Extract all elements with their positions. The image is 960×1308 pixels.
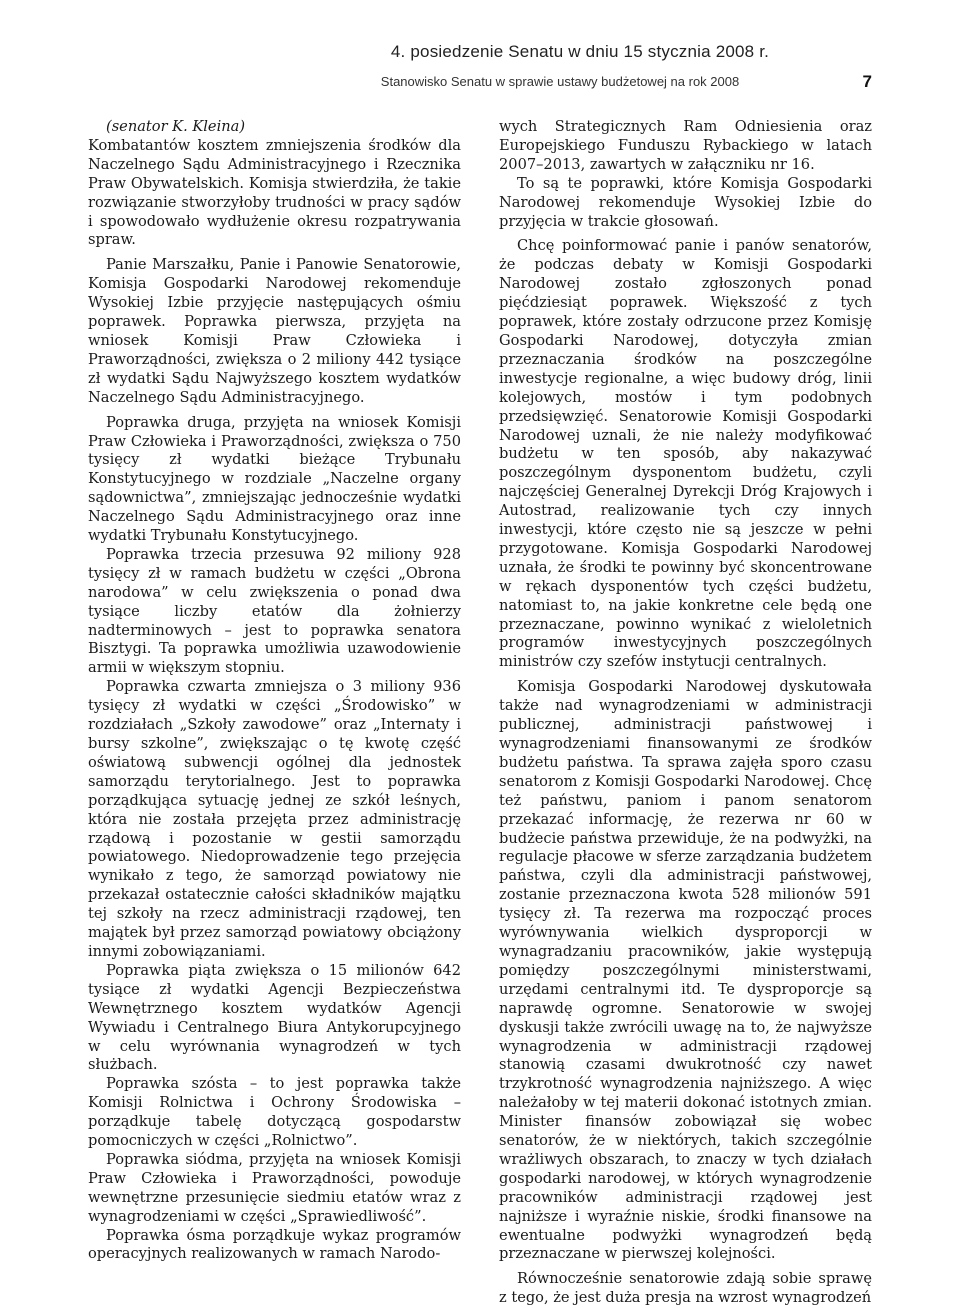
paragraph: Poprawka ósma porządkuje wykaz programów operacyjnych realizowanych w ramach Narodo- (88, 1226, 461, 1263)
sitting-title: 4. posiedzenie Senatu w dniu 15 stycznia 2008 r. (390, 42, 770, 61)
paragraph: wych Strategicznych Ram Odniesienia oraz Europejskiego Funduszu Rybackiego w latach 2007–2013, zawartych w załączniku nr 16. (499, 118, 872, 173)
left-column (88, 118, 461, 1264)
page-number: 7 (862, 72, 872, 91)
paragraph: Poprawka trzecia przesuwa 92 miliony 928 tysięcy zł w ramach budżetu w części „Obrona narodowa” w celu zwiększenia o ponad dwa tysiące liczby etatów dla żołnierzy nadterminowych – jest to poprawka senatora Bisztygi. Ta poprawka umożliwia uzawodowienie armii w większym stopniu. (88, 545, 461, 677)
paragraph: Poprawka czwarta zmniejsza o 3 miliony 936 tysięcy zł wydatki w części „Środowisko” w rozdziałach „Szkoły zawodowe” oraz „Internaty i bursy szkolne”, zwiększając o tę kwotę część oświatową subwencji ogólnej dla jednostek samorządu terytorialnego. Jest to poprawka porządkująca sytuację jednej ze szkół leśnych, która nie została przejęta przez administrację rządową i pozostanie w gestii samorządu powiatowego. Niedoprowadzenie tego przejęcia wynikało z tego, że samorząd powiatowy nie przekazał ostatecznie całości składników majątku tej szkoły na rzecz administracji rządowej, ten majątek był przez samorząd powiatowy obciążony innymi zobowiązaniami. (88, 678, 461, 960)
paragraph: Poprawka siódma, przyjęta na wniosek Komisji Praw Człowieka i Praworządności, powoduje wewnętrzne przesunięcie siedmiu etatów wraz z wynagrodzeniami w części „Sprawiedliwość”. (88, 1150, 461, 1225)
section-subtitle: Stanowisko Senatu w sprawie ustawy budżetowej na rok 2008 (380, 74, 740, 89)
right-column (499, 118, 872, 1308)
paragraph: Równocześnie senatorowie zdają sobie sprawę z tego, że jest duża presja na wzrost wynagrodzeń (499, 1270, 872, 1307)
paragraph: Kombatantów kosztem zmniejszenia środków dla Naczelnego Sądu Administracyjnego i Rzecznika Praw Obywatelskich. Komisja stwierdziła, że takie rozwiązanie stworzyłoby trudności w pracy sądów i spowodowało wydłużenie okresu rozpatrywania spraw. (88, 136, 461, 249)
paragraph: Komisja Gospodarki Narodowej dyskutowała także nad wynagrodzeniami w administracji publicznej, administracji państwowej i wynagrodzeniami finansowanymi ze środków budżetu państwa. Ta sprawa zajęła sporo czasu senatorom z Komisji Gospodarki Narodowej. Chcę też państwu, paniom i panom senatorom przekazać informację, że rezerwa nr 60 w budżecie państwa przewiduje, że na podwyżki, na regulacje płacowe w sferze zarządzania budżetem państwa, czyli dla administracji państwowej, zostanie przeznaczona kwota 528 milionów 591 tysięcy zł. Ta rezerwa ma rozpocząć proces wyrównywania wielkich dysproporcji w wynagradzaniu pracowników, jakie występują pomiędzy poszczególnymi ministerstwami, urzędami centralnymi itd. Te dysproporcje są naprawdę ogromne. Senatorowie w swojej dyskusji także zwrócili uwagę na to, że najwyższe wynagrodzenia w administracji rządowej stanowią czasami dwukrotność czy nawet trzykrotność wynagrodzenia najniższego. A więc należałoby w tej materii dokonać istotnych zmian. Minister finansów zobowiązał się wobec senatorów, że w niektórych, takich szczególnie wrażliwych obszarach, to znaczy w tych działach gospodarki narodowej, w których wynagrodzenie pracowników administracji rządowej jest najniższe i wyraźnie niskie, środki finansowe na ewentualne podwyżki wynagrodzeń będą przeznaczane w pierwszej kolejności. (499, 678, 872, 1263)
paragraph: Chcę poinformować panie i panów senatorów, że podczas debaty w Komisji Gospodarki Narodowej zostało zgłoszonych ponad pięćdziesiąt poprawek. Większość z tych poprawek, które zostały odrzucone przez Komisję Gospodarki Narodowej, dotyczyła zmian przeznaczania środków na poszczególne inwestycje regionalne, a więc budowy dróg, linii kolejowych, mostów i tym podobnych przedsięwzięć. Senatorowie Komisji Gospodarki Narodowej uznali, że nie należy modyfikować budżetu w ten sposób, aby nakazywać poszczególnym dysponentom budżetu, czyli najczęściej Generalnej Dyrekcji Dróg Krajowych i Autostrad, realizowanie tych czy innych inwestycji, które często nie są jeszcze w pełni przygotowane. Komisja Gospodarki Narodowej uznała, że środki te powinny być skoncentrowane w rękach dysponentów tych części budżetu, natomiast to, na jakie konkretne cele będą one przeznaczane, powinno wynikać z wieloletnich programów inwestycyjnych poszczególnych ministrów czy szefów instytucji centralnych. (499, 237, 872, 671)
paragraph: To są te poprawki, które Komisja Gospodarki Narodowej rekomenduje Wysokiej Izbie do przyjęcia w trakcie głosowań. (499, 174, 872, 230)
speaker-label: (senator K. Kleina) (106, 118, 246, 135)
paragraph: Poprawka szósta – to jest poprawka także Komisji Rolnictwa i Ochrony Środowiska – porządkuje tabelę dotyczącą gospodarstw pomocniczych w części „Rolnictwo”. (88, 1075, 461, 1150)
paragraph: Poprawka piąta zwiększa o 15 milionów 642 tysiące zł wydatki Agencji Bezpieczeństwa Wewnętrznego kosztem wydatków Agencji Wywiadu i Centralnego Biura Antykorupcyjnego w celu wyrównania wynagrodzeń w tych służbach. (88, 961, 461, 1074)
paragraph: Poprawka druga, przyjęta na wniosek Komisji Praw Człowieka i Praworządności, zwiększa o 750 tysięcy zł wydatki bieżące Trybunału Konstytucyjnego w rozdziale „Naczelne organy sądownictwa”, zmniejszając jednocześnie wydatki Naczelnego Sądu Administracyjnego oraz inne wydatki Trybunału Konstytucyjnego. (88, 413, 461, 545)
paragraph: Panie Marszałku, Panie i Panowie Senatorowie, Komisja Gospodarki Narodowej rekomenduje Wysokiej Izbie przyjęcie następujących ośmiu poprawek. Poprawka pierwsza, przyjęta na wniosek Komisji Praw Człowieka i Praworządności, zwiększa o 2 miliony 442 tysiące zł wydatki Sądu Najwyższego kosztem wydatków Naczelnego Sądu Administracyjnego. (88, 256, 461, 406)
